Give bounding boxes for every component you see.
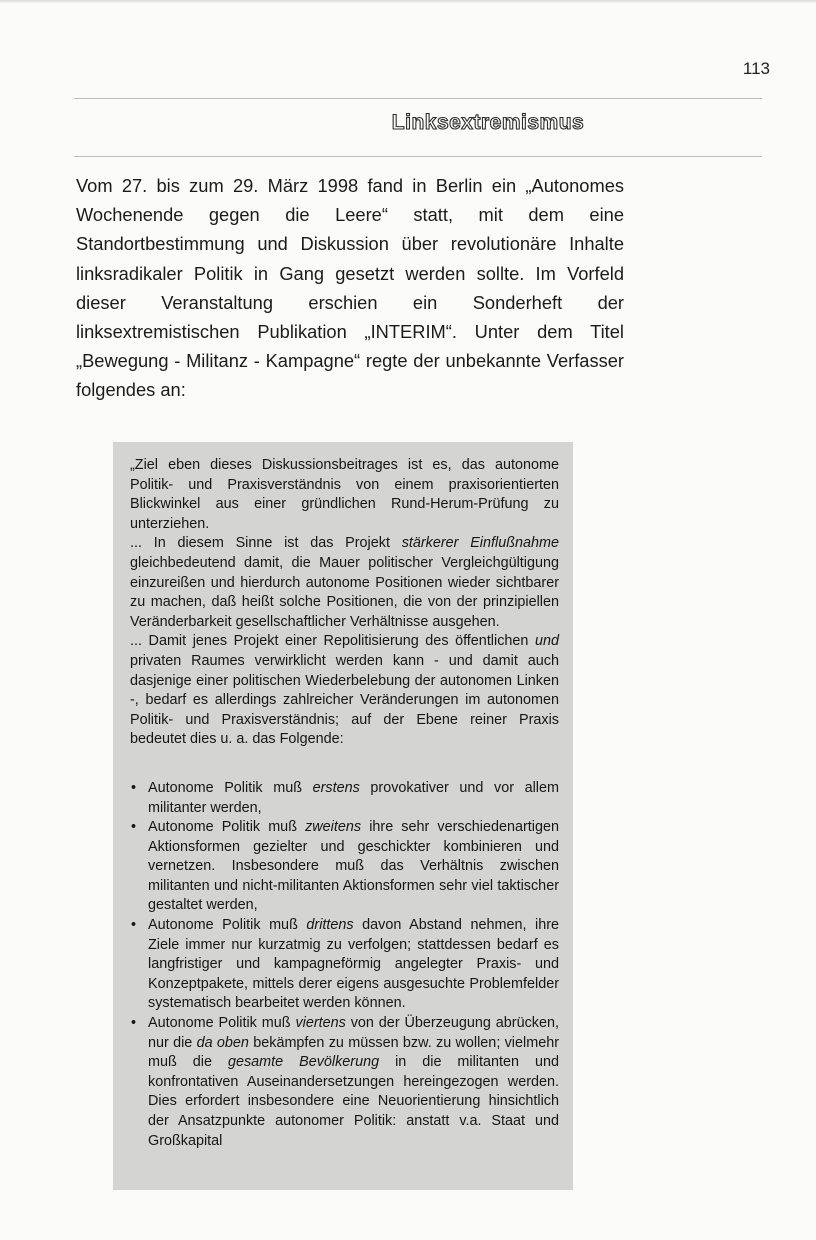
list-emphasis: zweitens — [305, 819, 362, 836]
page-top-edge — [0, 0, 816, 3]
list-text: von der Überzeugung abrücken, nur die — [148, 1015, 559, 1051]
list-item — [130, 916, 559, 1014]
quote-text: ... Damit jenes Projekt einer Repolitisierung des öffentlichen — [130, 633, 535, 650]
bullet-icon: • — [131, 819, 137, 836]
quote-emphasis: stärkerer Einflußnahme — [401, 535, 559, 552]
list-item — [130, 818, 559, 916]
list-item — [130, 1014, 559, 1151]
quote-emphasis: und — [534, 633, 559, 650]
list-text: in die militanten und konfrontativen Auseinandersetzungen hereingezogen werden. Dies erfordert insbesondere eine Neuorientierung hinsichtlich der Ansatzpunkte autonomer Politik: anstatt v.a. Staat und Großkapital — [148, 1054, 559, 1149]
quote-text: privaten Raumes verwirklicht werden kann - und damit auch dasjenige einer politischen Wiederbelebung der autonomen Linken -, bedarf es allerdings zahlreicher Veränderungen im autonomen Politik- und Praxisverständnis; auf der Ebene reiner Praxis bedeutet dies u. a. das Folgende: — [130, 652, 559, 748]
list-emphasis: gesamte Bevölkerung — [227, 1054, 380, 1071]
header-rule-top — [74, 98, 762, 99]
header-rule-bottom — [74, 156, 762, 157]
quote-text: gleichbedeutend damit, die Mauer politischer Vergleichgültigung einzureißen und hierdurch autonome Positionen wieder sichtbarer zu machen, daß heißt solche Positionen, die von der prinzipiellen Veränderbarkeit gesellschaftlicher Verhältnisse ausgehen. — [130, 554, 559, 630]
quote-paragraph-3 — [130, 632, 559, 750]
list-emphasis: da oben — [196, 1034, 249, 1051]
list-text: ihre sehr verschiedenartigen Aktionsformen gezielter und geschickter kombinieren und vernetzen. Insbesondere muß das Verhältnis zwischen militanten und nicht-militanten Aktionsformen sehr viel taktischer gestaltet werden, — [148, 819, 559, 914]
list-emphasis: drittens — [306, 917, 354, 934]
list-text: bekämpfen zu müssen bzw. zu wollen; vielmehr muß die — [148, 1034, 559, 1071]
quote-text: ... In diesem Sinne ist das Projekt — [130, 535, 402, 552]
quote-paragraph-1: „Ziel eben dieses Diskussionsbeitrages ist es, das autonome Politik- und Praxisverständnis von einem praxisorientierten Blickwinkel aus einer gründlichen Rund-Herum-Prüfung zu unterziehen. — [130, 457, 559, 532]
list-text: Autonome Politik muß — [148, 819, 306, 836]
list-text: davon Abstand nehmen, ihre Ziele immer nur kurzatmig zu verfolgen; stattdessen bedarf es langfristiger und kampagneförmig angelegter Praxis- und Konzeptpakete, mittels derer eigens ausgesuchte Problemfelder systematisch bearbeitet werden können. — [148, 917, 559, 1012]
intro-paragraph — [76, 171, 624, 405]
list-text: Autonome Politik muß — [148, 917, 307, 934]
quote-box — [113, 442, 573, 1190]
bullet-icon: • — [131, 1015, 137, 1032]
list-emphasis: viertens — [295, 1015, 346, 1032]
intro-text: Vom 27. bis zum 29. März 1998 fand in Berlin ein „Autonomes Wochenende gegen die Leere“ statt, mit dem eine Standortbestimmung und Diskussion über revolutionäre Inhalte linksradikaler Politik in Gang gesetzt werden sollte. Im Vorfeld dieser Veranstaltung erschien ein Sonderheft der linksextremistischen Publikation „INTERIM“. Unter dem Titel „Bewegung - Militanz - Kampagne“ regte der unbekannte Verfasser folgendes an: — [76, 175, 624, 401]
bullet-icon: • — [131, 917, 137, 934]
bullet-icon: • — [131, 779, 137, 796]
running-head: Linksextremismus — [391, 111, 585, 134]
demands-list — [130, 779, 559, 1151]
list-text: Autonome Politik muß — [148, 1015, 296, 1032]
list-text: Autonome Politik muß — [148, 779, 313, 796]
list-item — [130, 779, 559, 818]
paragraph-gap — [130, 750, 559, 779]
quote-paragraph-2 — [130, 534, 559, 632]
page-number: 113 — [742, 59, 770, 78]
list-text: provokativer und vor allem militanter werden, — [148, 779, 559, 816]
list-emphasis: erstens — [312, 779, 360, 796]
